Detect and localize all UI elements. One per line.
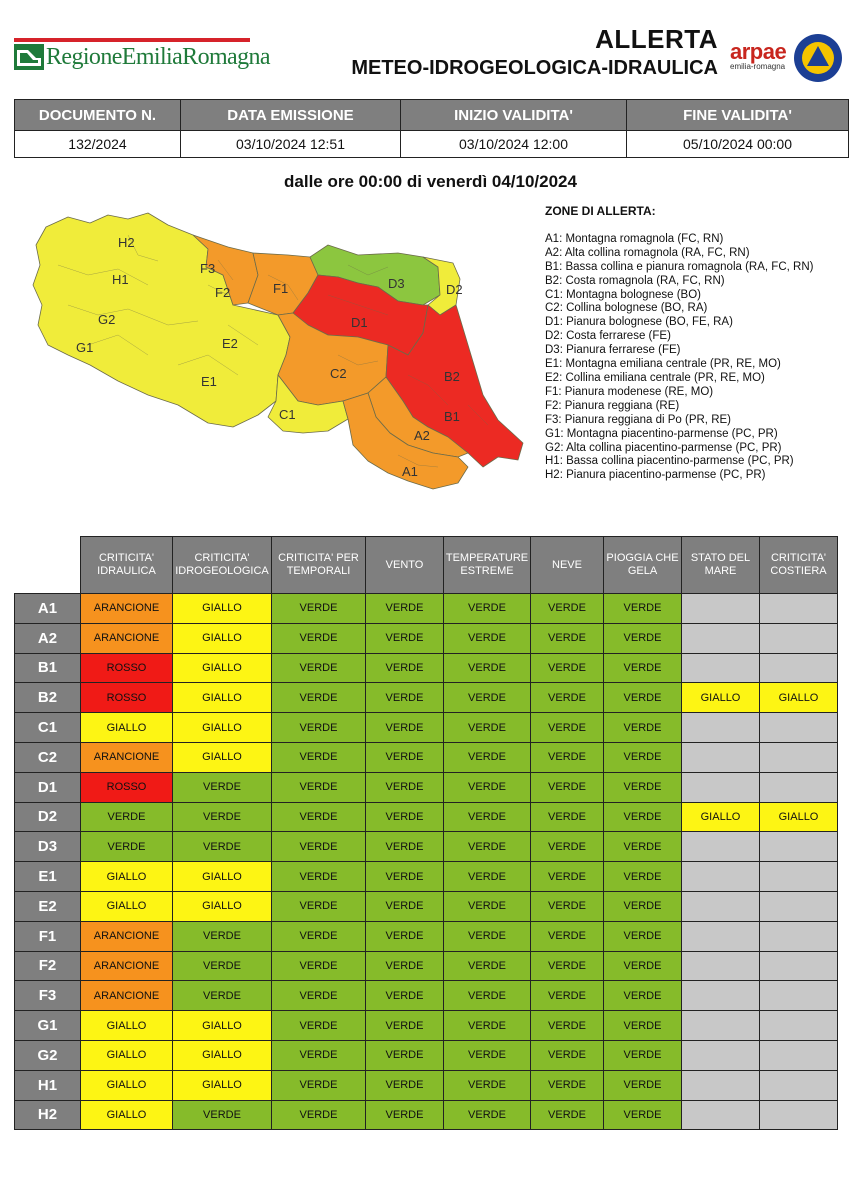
alert-level-cell: VERDE	[272, 653, 366, 683]
map-label-f3: F3	[200, 261, 216, 276]
alert-level-cell: VERDE	[531, 683, 604, 713]
alert-level-cell: VERDE	[604, 921, 682, 951]
table-row	[15, 1070, 838, 1100]
alert-level-cell: VERDE	[173, 1100, 272, 1130]
alert-level-cell: VERDE	[366, 623, 444, 653]
doc-number: 132/2024	[15, 131, 181, 158]
alert-level-cell: VERDE	[604, 683, 682, 713]
alert-level-cell: VERDE	[272, 951, 366, 981]
alert-level-cell: VERDE	[444, 1070, 531, 1100]
alert-level-cell: VERDE	[604, 653, 682, 683]
alert-level-cell: VERDE	[444, 623, 531, 653]
zone-item: E1: Montagna emiliana centrale (PR, RE, MO)	[545, 358, 781, 371]
alert-level-cell: VERDE	[272, 832, 366, 862]
alert-level-cell: VERDE	[444, 1011, 531, 1041]
alert-level-cell	[760, 772, 838, 802]
alert-level-cell: VERDE	[366, 713, 444, 743]
region-emblem-icon	[14, 44, 44, 70]
alert-level-cell: VERDE	[531, 742, 604, 772]
alert-level-cell: VERDE	[444, 1100, 531, 1130]
zone-item: F2: Pianura reggiana (RE)	[545, 399, 680, 412]
alert-level-cell: VERDE	[81, 832, 173, 862]
alert-level-cell: VERDE	[366, 594, 444, 624]
alert-level-cell: VERDE	[366, 921, 444, 951]
alert-level-cell: VERDE	[272, 683, 366, 713]
alert-level-cell: VERDE	[531, 594, 604, 624]
column-header: PIOGGIA CHE GELA	[604, 537, 682, 594]
alert-level-cell: ARANCIONE	[81, 981, 173, 1011]
alert-level-cell	[760, 951, 838, 981]
alert-level-cell: ARANCIONE	[81, 921, 173, 951]
alert-level-cell: ARANCIONE	[81, 594, 173, 624]
alert-level-cell: ARANCIONE	[81, 951, 173, 981]
alert-level-cell: VERDE	[604, 772, 682, 802]
alert-level-cell: VERDE	[81, 802, 173, 832]
map-label-d2: D2	[446, 282, 463, 297]
alert-level-cell: VERDE	[444, 742, 531, 772]
table-row	[15, 951, 838, 981]
map-label-d1: D1	[351, 315, 368, 330]
alert-level-cell: VERDE	[272, 891, 366, 921]
alert-level-cell	[760, 1040, 838, 1070]
map-label-e1: E1	[201, 374, 217, 389]
zones-legend-title: ZONE DI ALLERTA:	[545, 204, 656, 218]
alert-level-cell: VERDE	[444, 802, 531, 832]
table-row	[15, 802, 838, 832]
zone-code-cell: F1	[15, 921, 81, 951]
table-row	[15, 742, 838, 772]
map-label-a2: A2	[414, 428, 430, 443]
alert-level-cell: GIALLO	[173, 1040, 272, 1070]
logo-red-bar	[14, 38, 250, 42]
zone-item: D3: Pianura ferrarese (FE)	[545, 344, 681, 357]
alert-level-cell	[760, 1070, 838, 1100]
alert-level-cell: GIALLO	[173, 862, 272, 892]
zone-item: A2: Alta collina romagnola (RA, FC, RN)	[545, 246, 750, 259]
alert-level-cell: GIALLO	[173, 1070, 272, 1100]
alert-level-cell: VERDE	[272, 742, 366, 772]
alert-level-cell: VERDE	[604, 713, 682, 743]
regione-emilia-romagna-logo	[14, 38, 270, 72]
alert-level-cell: VERDE	[366, 1011, 444, 1041]
alert-level-cell: ARANCIONE	[81, 742, 173, 772]
zone-code-cell: H1	[15, 1070, 81, 1100]
alert-level-cell: VERDE	[604, 832, 682, 862]
map-label-c2: C2	[330, 366, 347, 381]
alert-level-cell	[760, 713, 838, 743]
alert-level-cell: VERDE	[366, 1100, 444, 1130]
protezione-civile-logo-icon	[793, 33, 843, 83]
alert-level-cell: VERDE	[531, 1040, 604, 1070]
alert-level-cell	[682, 891, 760, 921]
alert-level-cell: VERDE	[444, 981, 531, 1011]
alert-level-cell: VERDE	[531, 1011, 604, 1041]
alert-level-cell: GIALLO	[81, 1100, 173, 1130]
alert-zones-map	[28, 205, 533, 500]
alert-level-cell: VERDE	[604, 623, 682, 653]
alert-level-cell: GIALLO	[173, 594, 272, 624]
alert-level-cell: VERDE	[173, 981, 272, 1011]
column-header: CRITICITA' PER TEMPORALI	[272, 537, 366, 594]
alert-level-cell: VERDE	[531, 713, 604, 743]
alert-level-cell: VERDE	[272, 921, 366, 951]
doc-header-start: INIZIO VALIDITA'	[401, 100, 627, 131]
alert-level-cell: VERDE	[531, 832, 604, 862]
alert-level-cell	[760, 921, 838, 951]
zone-item: G1: Montagna piacentino-parmense (PC, PR)	[545, 427, 778, 440]
alert-level-cell: VERDE	[272, 862, 366, 892]
alert-level-cell	[760, 1100, 838, 1130]
zone-code-cell: A2	[15, 623, 81, 653]
zone-code-cell: F3	[15, 981, 81, 1011]
region-logo-text: RegioneEmiliaRomagna	[46, 44, 270, 70]
alert-level-cell: VERDE	[531, 862, 604, 892]
table-row	[15, 862, 838, 892]
arpae-subtitle: emilia-romagna	[730, 62, 786, 71]
zone-code-cell: E2	[15, 891, 81, 921]
alert-level-cell: VERDE	[604, 951, 682, 981]
alert-level-cell	[682, 1100, 760, 1130]
alert-level-cell	[760, 1011, 838, 1041]
validity-label: dalle ore 00:00 di venerdì 04/10/2024	[284, 172, 577, 191]
arpae-logo	[730, 39, 788, 71]
alert-level-cell	[760, 742, 838, 772]
zone-item: D1: Pianura bolognese (BO, FE, RA)	[545, 316, 733, 329]
alert-level-cell: ROSSO	[81, 653, 173, 683]
map-label-b1: B1	[444, 409, 460, 424]
zone-item: H2: Pianura piacentino-parmense (PC, PR)	[545, 469, 766, 482]
alert-level-cell: VERDE	[604, 1070, 682, 1100]
alert-level-cell: VERDE	[366, 1040, 444, 1070]
alert-level-cell: VERDE	[531, 1100, 604, 1130]
alert-level-cell: VERDE	[444, 1040, 531, 1070]
alert-level-cell	[682, 832, 760, 862]
zone-item: A1: Montagna romagnola (FC, RN)	[545, 232, 724, 245]
alert-level-cell: VERDE	[366, 1070, 444, 1100]
alert-level-cell: VERDE	[444, 772, 531, 802]
map-label-e2: E2	[222, 336, 238, 351]
table-row	[15, 1011, 838, 1041]
zone-item: C1: Montagna bolognese (BO)	[545, 288, 701, 301]
zone-code-cell: E1	[15, 862, 81, 892]
alert-level-cell: VERDE	[604, 862, 682, 892]
table-row	[15, 683, 838, 713]
table-row	[15, 891, 838, 921]
map-label-g1: G1	[76, 340, 94, 355]
alert-level-cell	[760, 653, 838, 683]
alert-level-cell: VERDE	[366, 653, 444, 683]
alert-level-cell: VERDE	[366, 802, 444, 832]
map-label-c1: C1	[279, 407, 296, 422]
table-row	[15, 832, 838, 862]
alert-level-cell: VERDE	[604, 742, 682, 772]
table-row	[15, 653, 838, 683]
zone-code-cell: H2	[15, 1100, 81, 1130]
document-info-table	[14, 99, 849, 158]
document-header-row	[15, 100, 849, 131]
doc-header-emission: DATA EMISSIONE	[181, 100, 401, 131]
column-header: NEVE	[531, 537, 604, 594]
table-row	[15, 1100, 838, 1130]
alert-level-cell: VERDE	[173, 802, 272, 832]
alert-table-header-row	[15, 537, 838, 594]
page-title: ALLERTA	[595, 24, 718, 54]
zone-code-cell: C1	[15, 713, 81, 743]
page-subtitle: METEO-IDROGEOLOGICA-IDRAULICA	[351, 57, 718, 79]
zone-code-cell: B2	[15, 683, 81, 713]
arpae-name: arpae	[730, 39, 787, 64]
alert-level-cell: VERDE	[444, 594, 531, 624]
alert-level-cell	[682, 653, 760, 683]
alert-level-cell: GIALLO	[173, 742, 272, 772]
column-header: CRITICITA' COSTIERA	[760, 537, 838, 594]
alert-level-cell: VERDE	[272, 1040, 366, 1070]
alert-level-cell: VERDE	[366, 742, 444, 772]
alert-level-cell: VERDE	[604, 802, 682, 832]
alert-level-cell: VERDE	[272, 1100, 366, 1130]
alert-level-cell: ARANCIONE	[81, 623, 173, 653]
header-blank-cell	[15, 537, 81, 594]
alert-level-cell: GIALLO	[173, 1011, 272, 1041]
alert-level-cell: VERDE	[272, 594, 366, 624]
zone-code-cell: C2	[15, 742, 81, 772]
alert-level-cell	[682, 981, 760, 1011]
column-header: CRITICITA' IDRAULICA	[81, 537, 173, 594]
alert-level-cell: GIALLO	[81, 1011, 173, 1041]
alert-levels-table	[14, 536, 838, 1130]
table-row	[15, 594, 838, 624]
map-label-h1: H1	[112, 272, 129, 287]
alert-level-cell: VERDE	[531, 653, 604, 683]
table-row	[15, 921, 838, 951]
map-label-f1: F1	[273, 281, 289, 296]
alert-level-cell: VERDE	[272, 1070, 366, 1100]
alert-level-cell: VERDE	[272, 713, 366, 743]
zone-code-cell: D2	[15, 802, 81, 832]
alert-level-cell	[760, 891, 838, 921]
zone-code-cell: G2	[15, 1040, 81, 1070]
alert-level-cell	[682, 921, 760, 951]
alert-level-cell: VERDE	[444, 862, 531, 892]
alert-level-cell	[682, 594, 760, 624]
alert-level-cell: VERDE	[531, 623, 604, 653]
alert-level-cell: GIALLO	[173, 653, 272, 683]
alert-level-cell: GIALLO	[81, 862, 173, 892]
zone-item: C2: Collina bolognese (BO, RA)	[545, 302, 708, 315]
zone-item: B2: Costa romagnola (RA, FC, RN)	[545, 274, 725, 287]
column-header: TEMPERATURE ESTREME	[444, 537, 531, 594]
zone-item: F1: Pianura modenese (RE, MO)	[545, 385, 714, 398]
alert-level-cell: VERDE	[366, 891, 444, 921]
zone-item: H1: Bassa collina piacentino-parmense (PC, PR)	[545, 455, 794, 468]
alert-level-cell	[682, 951, 760, 981]
table-row	[15, 623, 838, 653]
alert-level-cell	[682, 623, 760, 653]
alert-level-cell	[760, 623, 838, 653]
alert-level-cell: VERDE	[366, 862, 444, 892]
map-label-d3: D3	[388, 276, 405, 291]
alert-level-cell: VERDE	[531, 1070, 604, 1100]
alert-level-cell: GIALLO	[682, 802, 760, 832]
alert-level-cell: GIALLO	[173, 623, 272, 653]
alert-level-cell: VERDE	[604, 1011, 682, 1041]
zone-item: G2: Alta collina piacentino-parmense (PC, PR)	[545, 441, 782, 454]
alert-level-cell: VERDE	[531, 891, 604, 921]
alert-level-cell: VERDE	[366, 683, 444, 713]
zones-legend	[545, 205, 813, 483]
alert-level-cell	[682, 742, 760, 772]
alert-level-cell: VERDE	[366, 832, 444, 862]
alert-level-cell	[682, 713, 760, 743]
alert-level-cell: ROSSO	[81, 772, 173, 802]
doc-emission-date: 03/10/2024 12:51	[181, 131, 401, 158]
alert-level-cell	[760, 981, 838, 1011]
alert-level-cell: GIALLO	[81, 1040, 173, 1070]
alert-level-cell	[682, 862, 760, 892]
alert-level-cell: VERDE	[531, 921, 604, 951]
column-header: STATO DEL MARE	[682, 537, 760, 594]
alert-level-cell: GIALLO	[173, 713, 272, 743]
alert-level-cell	[760, 862, 838, 892]
table-row	[15, 713, 838, 743]
alert-level-cell	[682, 1011, 760, 1041]
zone-item: F3: Pianura reggiana di Po (PR, RE)	[545, 413, 732, 426]
alert-level-cell: VERDE	[531, 951, 604, 981]
alert-level-cell: VERDE	[173, 772, 272, 802]
alert-level-cell	[760, 594, 838, 624]
map-label-g2: G2	[98, 312, 116, 327]
alert-level-cell: VERDE	[272, 802, 366, 832]
map-label-h2: H2	[118, 235, 135, 250]
alert-level-cell	[682, 1040, 760, 1070]
alert-level-cell: VERDE	[531, 802, 604, 832]
alert-level-cell: VERDE	[366, 981, 444, 1011]
alert-level-cell	[682, 772, 760, 802]
alert-table-body	[15, 594, 838, 1130]
alert-level-cell: VERDE	[444, 683, 531, 713]
alert-level-cell: VERDE	[444, 891, 531, 921]
zone-code-cell: G1	[15, 1011, 81, 1041]
alert-level-cell: ROSSO	[81, 683, 173, 713]
map-label-a1: A1	[402, 464, 418, 479]
zone-code-cell: A1	[15, 594, 81, 624]
alert-level-cell: VERDE	[444, 713, 531, 743]
alert-level-cell: VERDE	[366, 951, 444, 981]
alert-level-cell: VERDE	[173, 921, 272, 951]
alert-level-cell: GIALLO	[760, 683, 838, 713]
alert-level-cell: VERDE	[444, 832, 531, 862]
map-label-f2: F2	[215, 285, 231, 300]
zone-item: D2: Costa ferrarese (FE)	[545, 330, 671, 343]
alert-level-cell: GIALLO	[81, 713, 173, 743]
zone-code-cell: D3	[15, 832, 81, 862]
alert-level-cell: VERDE	[272, 623, 366, 653]
alert-level-cell: GIALLO	[173, 683, 272, 713]
alert-level-cell: VERDE	[272, 772, 366, 802]
table-row	[15, 772, 838, 802]
alert-level-cell: VERDE	[444, 653, 531, 683]
alert-level-cell: VERDE	[444, 951, 531, 981]
table-row	[15, 1040, 838, 1070]
zone-code-cell: F2	[15, 951, 81, 981]
zone-item: E2: Collina emiliana centrale (PR, RE, MO)	[545, 371, 765, 384]
alert-level-cell: VERDE	[272, 1011, 366, 1041]
alert-level-cell: VERDE	[604, 891, 682, 921]
alert-level-cell: GIALLO	[682, 683, 760, 713]
table-row	[15, 981, 838, 1011]
map-label-b2: B2	[444, 369, 460, 384]
alert-level-cell: VERDE	[173, 832, 272, 862]
alert-level-cell: GIALLO	[760, 802, 838, 832]
alert-level-cell: VERDE	[531, 981, 604, 1011]
doc-header-number: DOCUMENTO N.	[15, 100, 181, 131]
alert-level-cell	[682, 1070, 760, 1100]
doc-end-date: 05/10/2024 00:00	[627, 131, 849, 158]
column-header: VENTO	[366, 537, 444, 594]
alert-level-cell: VERDE	[604, 1040, 682, 1070]
alert-level-cell: VERDE	[173, 951, 272, 981]
zone-item: B1: Bassa collina e pianura romagnola (RA, FC, RN)	[545, 260, 814, 273]
alert-level-cell: VERDE	[444, 921, 531, 951]
doc-header-end: FINE VALIDITA'	[627, 100, 849, 131]
zone-code-cell: B1	[15, 653, 81, 683]
map-zone-west	[33, 213, 290, 427]
alert-level-cell: VERDE	[272, 981, 366, 1011]
doc-start-date: 03/10/2024 12:00	[401, 131, 627, 158]
alert-level-cell: GIALLO	[173, 891, 272, 921]
column-header: CRITICITA' IDROGEOLOGICA	[173, 537, 272, 594]
zone-code-cell: D1	[15, 772, 81, 802]
alert-level-cell: VERDE	[604, 1100, 682, 1130]
alert-level-cell: VERDE	[366, 772, 444, 802]
alert-level-cell: VERDE	[604, 594, 682, 624]
alert-level-cell: VERDE	[531, 772, 604, 802]
alert-level-cell: VERDE	[604, 981, 682, 1011]
alert-level-cell	[760, 832, 838, 862]
alert-level-cell: GIALLO	[81, 891, 173, 921]
alert-level-cell: GIALLO	[81, 1070, 173, 1100]
document-value-row	[15, 131, 849, 158]
